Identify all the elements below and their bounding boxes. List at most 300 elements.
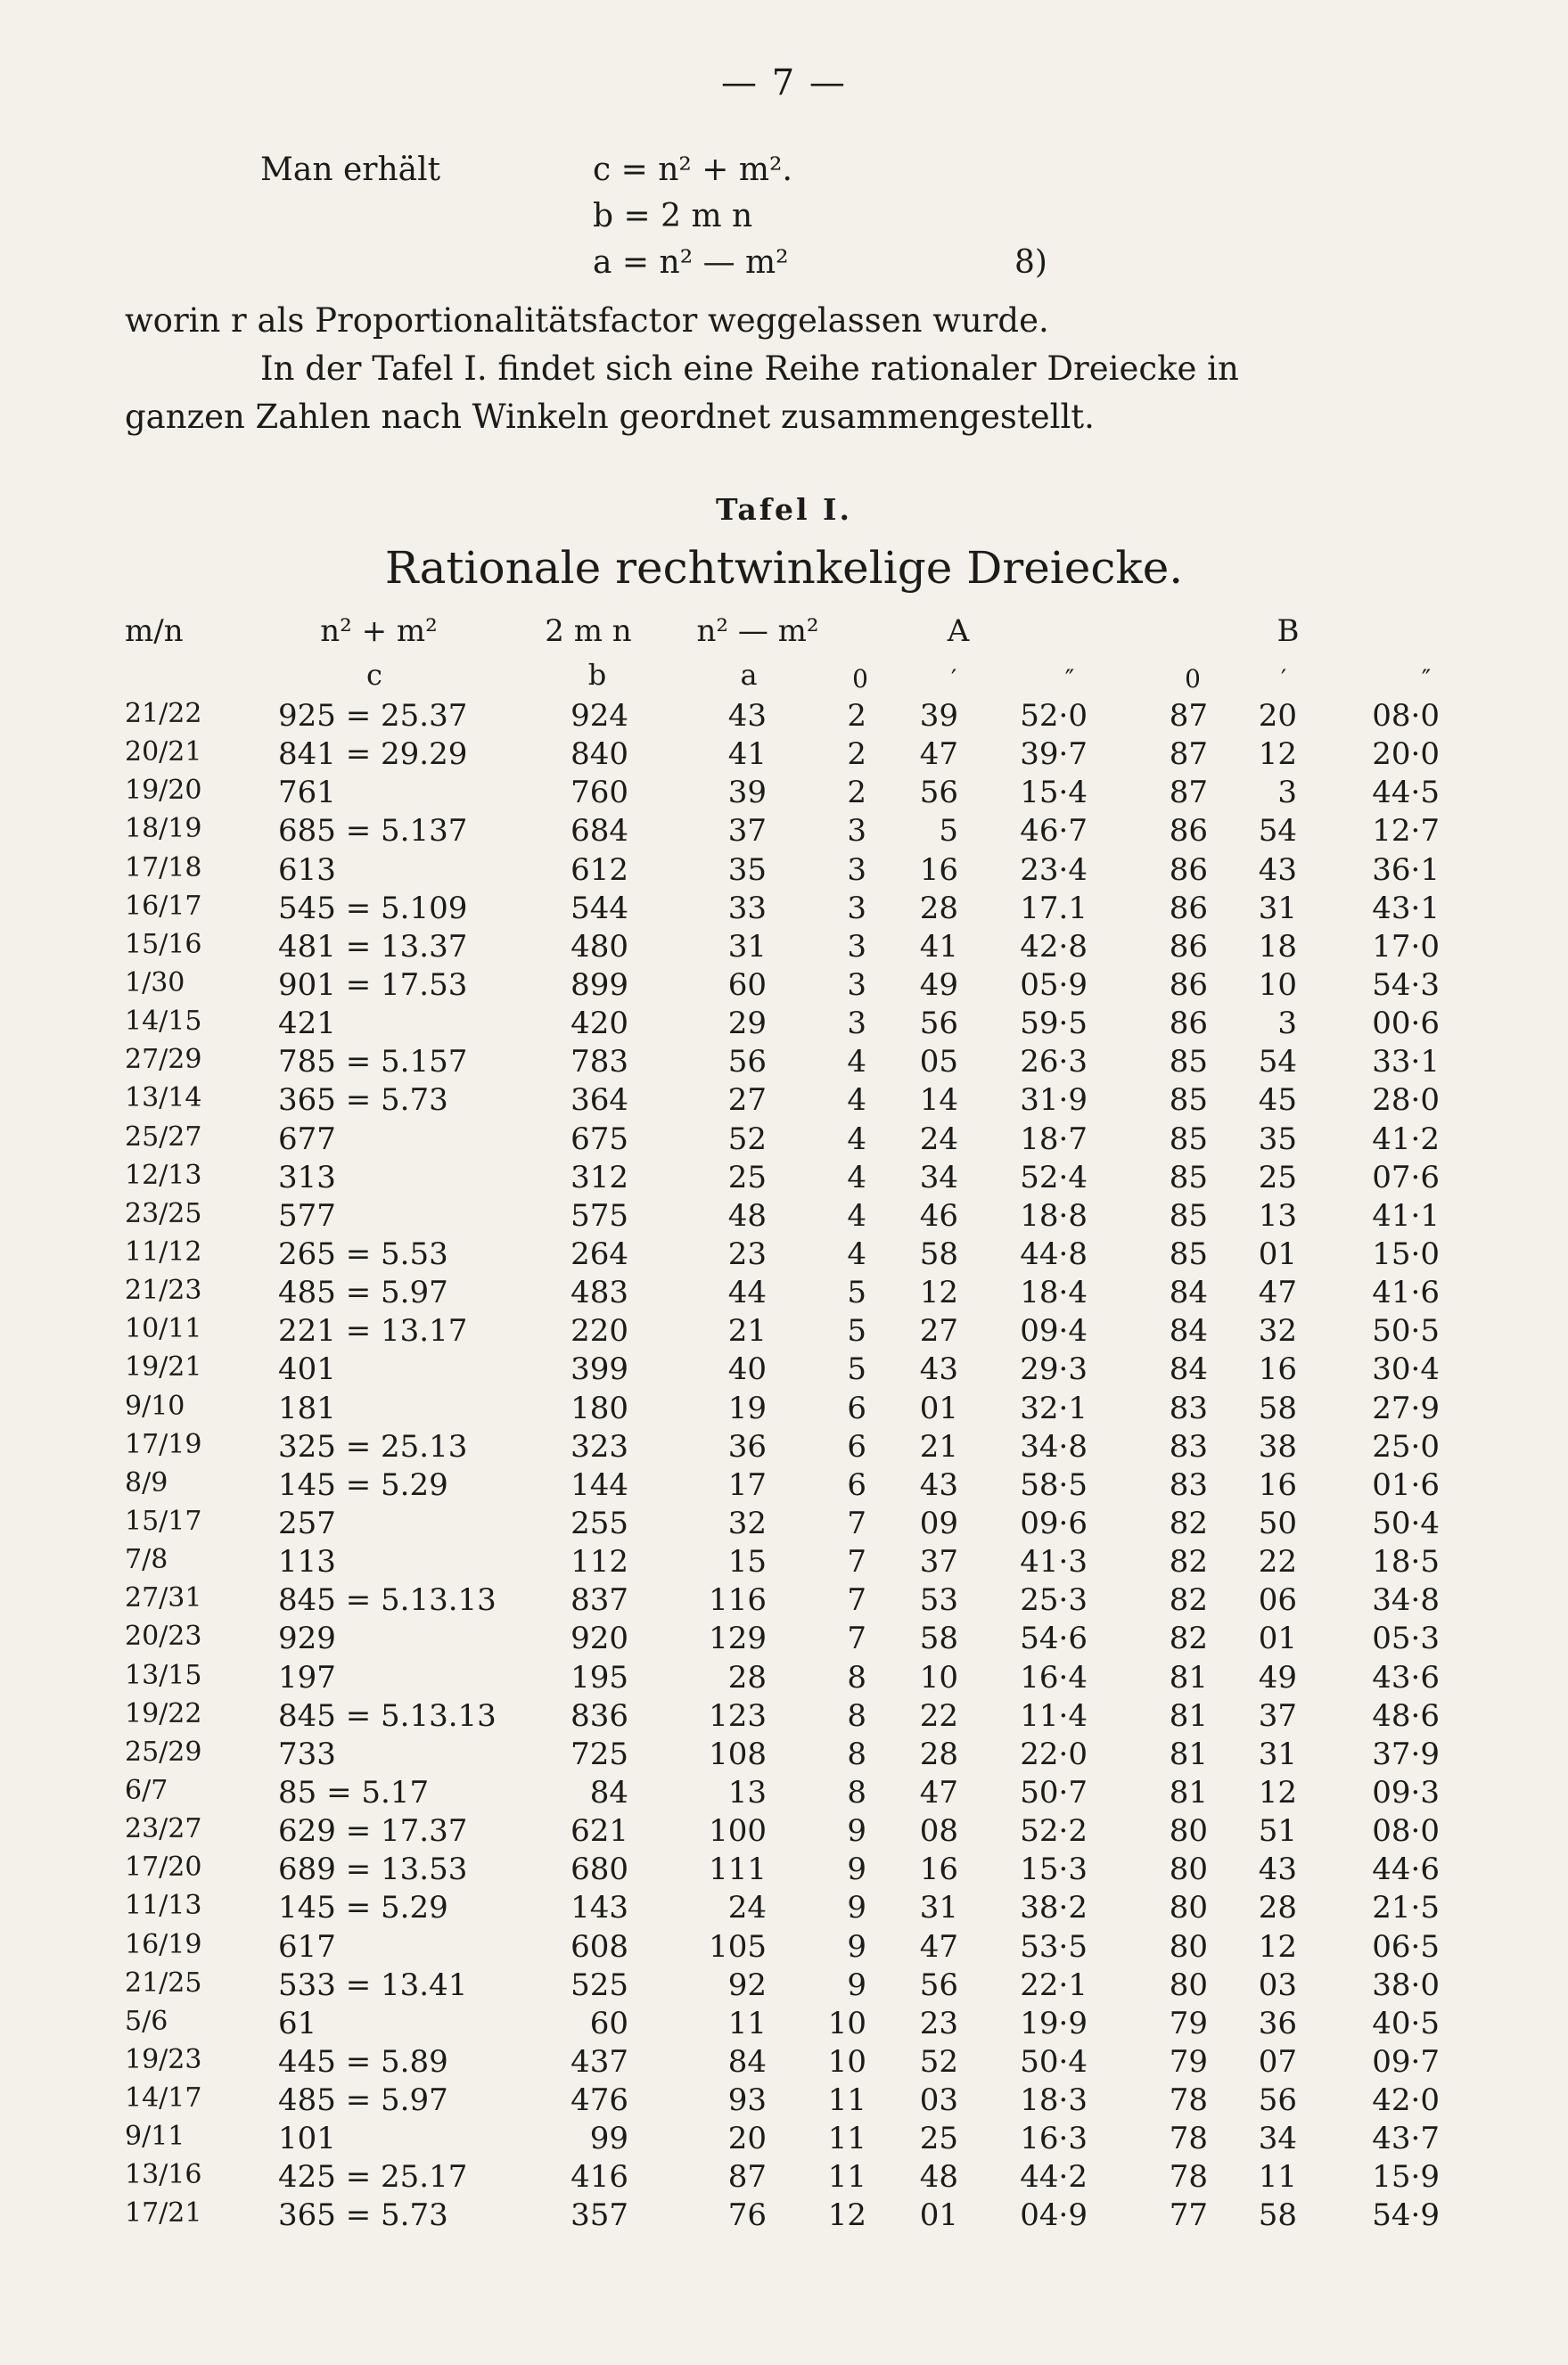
A-seconds-cell: 52·4 [1020,1159,1088,1195]
table-row [0,852,1568,891]
c-cell: 845 = 5.13.13 [278,1582,497,1619]
A-seconds-cell: 52·2 [1020,1813,1088,1850]
B-minutes-cell: 12 [1258,1774,1297,1811]
b-cell: 899 [571,966,628,1003]
B-degrees-cell: 82 [1169,1582,1208,1619]
B-degrees-cell: 84 [1169,1351,1208,1388]
b-cell: 143 [571,1890,628,1926]
ratio-cell: 12/13 [125,1159,202,1191]
A-degrees-cell: 5 [847,1351,866,1388]
b-cell: 783 [571,1044,628,1080]
b-cell: 760 [571,775,628,811]
B-degrees-cell: 86 [1169,1006,1208,1042]
A-seconds-cell: 50·7 [1020,1774,1088,1811]
B-minutes-cell: 58 [1258,1390,1297,1426]
B-minutes-cell: 12 [1258,1928,1297,1965]
ratio-cell: 6/7 [125,1774,168,1806]
unit-B-second: ″ [1421,664,1432,694]
B-seconds-cell: 37·9 [1372,1736,1440,1772]
B-seconds-cell: 40·5 [1372,2005,1440,2041]
B-degrees-cell: 86 [1169,813,1208,850]
A-degrees-cell: 3 [847,813,866,850]
a-cell: 36 [727,1428,767,1465]
a-cell: 11 [727,2005,767,2041]
subheader-c: c [366,658,382,692]
b-cell: 675 [571,1121,628,1157]
A-degrees-cell: 9 [847,1928,866,1965]
c-cell: 221 = 13.17 [278,1313,468,1350]
B-degrees-cell: 85 [1169,1121,1208,1157]
table-row [0,1236,1568,1275]
B-seconds-cell: 33·1 [1372,1044,1440,1080]
A-seconds-cell: 59·5 [1020,1006,1088,1042]
ratio-cell: 17/19 [125,1428,202,1460]
B-minutes-cell: 25 [1258,1159,1297,1195]
a-cell: 31 [727,928,767,965]
a-cell: 13 [727,1774,767,1811]
c-cell: 145 = 5.29 [278,1890,448,1926]
c-cell: 61 [278,2005,317,2041]
A-seconds-cell: 31·9 [1020,1082,1088,1119]
b-cell: 621 [571,1813,628,1850]
A-degrees-cell: 11 [827,2082,866,2119]
A-seconds-cell: 19·9 [1020,2005,1088,2041]
A-minutes-cell: 10 [919,1659,958,1696]
B-minutes-cell: 12 [1258,736,1297,773]
c-cell: 365 = 5.73 [278,1082,448,1119]
b-cell: 323 [571,1428,628,1465]
table-row [0,891,1568,929]
B-minutes-cell: 32 [1258,1313,1297,1350]
A-seconds-cell: 18·4 [1020,1275,1088,1311]
a-cell: 84 [727,2043,767,2080]
A-minutes-cell: 05 [919,1044,958,1080]
table-row [0,1506,1568,1544]
ratio-cell: 17/18 [125,851,202,883]
ratio-cell: 9/10 [125,1390,185,1422]
A-minutes-cell: 16 [919,851,958,888]
table-row [0,1775,1568,1813]
B-minutes-cell: 18 [1258,928,1297,965]
A-seconds-cell: 05·9 [1020,966,1088,1003]
a-cell: 17 [727,1466,767,1503]
B-minutes-cell: 28 [1258,1890,1297,1926]
a-cell: 35 [727,851,767,888]
ratio-cell: 15/17 [125,1505,202,1537]
B-seconds-cell: 50·5 [1372,1313,1440,1350]
A-degrees-cell: 9 [847,1890,866,1926]
b-cell: 836 [571,1697,628,1734]
ratio-cell: 19/22 [125,1697,202,1729]
a-cell: 37 [727,813,767,850]
b-cell: 112 [571,1544,628,1581]
b-cell: 544 [571,890,628,926]
B-minutes-cell: 31 [1258,1736,1297,1772]
B-minutes-cell: 45 [1258,1082,1297,1119]
B-seconds-cell: 43·1 [1372,890,1440,926]
a-cell: 48 [727,1197,767,1234]
a-cell: 44 [727,1275,767,1311]
B-seconds-cell: 28·0 [1372,1082,1440,1119]
table-row [0,775,1568,813]
ratio-cell: 27/31 [125,1582,202,1614]
B-degrees-cell: 81 [1169,1659,1208,1696]
A-degrees-cell: 8 [847,1697,866,1734]
A-minutes-cell: 53 [919,1582,958,1619]
ratio-cell: 14/15 [125,1006,202,1038]
table-row [0,1467,1568,1506]
ratio-cell: 7/8 [125,1544,168,1576]
A-minutes-cell: 16 [919,1852,958,1888]
a-cell: 111 [709,1852,767,1888]
header-b: 2 m n [545,613,632,649]
a-cell: 92 [727,1967,767,2003]
B-seconds-cell: 41·2 [1372,1121,1440,1157]
formula-intro: Man erhält [260,152,441,188]
B-seconds-cell: 48·6 [1372,1697,1440,1734]
formula-a: a = n² — m² [593,244,789,281]
c-cell: 445 = 5.89 [278,2043,448,2080]
B-minutes-cell: 10 [1258,966,1297,1003]
B-minutes-cell: 43 [1258,1852,1297,1888]
ratio-cell: 21/23 [125,1275,202,1307]
A-minutes-cell: 52 [919,2043,958,2080]
c-cell: 197 [278,1659,336,1696]
A-seconds-cell: 44·8 [1020,1236,1088,1272]
A-seconds-cell: 11·4 [1020,1697,1088,1734]
A-minutes-cell: 56 [919,1006,958,1042]
c-cell: 425 = 25.17 [278,2159,468,2196]
B-degrees-cell: 82 [1169,1505,1208,1541]
B-minutes-cell: 16 [1258,1466,1297,1503]
A-degrees-cell: 2 [847,775,866,811]
table-row [0,698,1568,736]
A-seconds-cell: 52·0 [1020,698,1088,734]
A-seconds-cell: 46·7 [1020,813,1088,850]
B-seconds-cell: 15·0 [1372,1236,1440,1272]
ratio-cell: 19/21 [125,1351,202,1384]
A-degrees-cell: 9 [847,1813,866,1850]
b-cell: 608 [571,1928,628,1965]
ratio-cell: 11/13 [125,1890,202,1922]
b-cell: 420 [571,1006,628,1042]
A-degrees-cell: 12 [827,2197,866,2234]
A-minutes-cell: 58 [919,1621,958,1657]
A-minutes-cell: 01 [919,1390,958,1426]
a-cell: 43 [727,698,767,734]
c-cell: 257 [278,1505,336,1541]
b-cell: 480 [571,928,628,965]
c-cell: 689 = 13.53 [278,1852,468,1888]
c-cell: 481 = 13.37 [278,928,468,965]
unit-A-minute: ′ [950,664,957,694]
a-cell: 116 [709,1582,767,1619]
A-minutes-cell: 01 [919,2197,958,2234]
B-minutes-cell: 35 [1258,1121,1297,1157]
c-cell: 929 [278,1621,336,1657]
B-seconds-cell: 05·3 [1372,1621,1440,1657]
table-row [0,1852,1568,1890]
b-cell: 264 [571,1236,628,1272]
A-minutes-cell: 12 [919,1275,958,1311]
table-row [0,2159,1568,2197]
unit-A-second: ″ [1064,664,1075,694]
A-degrees-cell: 4 [847,1197,866,1234]
table-row [0,929,1568,967]
A-degrees-cell: 9 [847,1852,866,1888]
A-minutes-cell: 49 [919,966,958,1003]
B-seconds-cell: 41·6 [1372,1275,1440,1311]
table-row [0,1044,1568,1082]
header-a: n² — m² [696,613,819,649]
b-cell: 525 [571,1967,628,2003]
B-degrees-cell: 85 [1169,1197,1208,1234]
B-minutes-cell: 31 [1258,890,1297,926]
B-minutes-cell: 37 [1258,1697,1297,1734]
A-degrees-cell: 7 [847,1544,866,1581]
b-cell: 612 [571,851,628,888]
B-seconds-cell: 12·7 [1372,813,1440,850]
table-row [0,1737,1568,1775]
B-minutes-cell: 49 [1258,1659,1297,1696]
a-cell: 40 [727,1351,767,1388]
c-cell: 841 = 29.29 [278,736,468,773]
A-degrees-cell: 3 [847,928,866,965]
header-c: n² + m² [320,613,438,649]
A-seconds-cell: 15·3 [1020,1852,1088,1888]
A-seconds-cell: 17.1 [1020,890,1088,926]
table-row [0,2197,1568,2236]
B-minutes-cell: 54 [1258,813,1297,850]
table-row [0,1929,1568,1967]
B-degrees-cell: 85 [1169,1159,1208,1195]
table-row [0,1391,1568,1429]
A-degrees-cell: 2 [847,736,866,773]
c-cell: 613 [278,851,336,888]
A-minutes-cell: 43 [919,1466,958,1503]
ratio-cell: 21/25 [125,1967,202,1999]
b-cell: 437 [571,2043,628,2080]
A-degrees-cell: 4 [847,1121,866,1157]
c-cell: 629 = 17.37 [278,1813,468,1850]
a-cell: 123 [709,1697,767,1734]
B-degrees-cell: 86 [1169,851,1208,888]
A-degrees-cell: 2 [847,698,866,734]
A-degrees-cell: 10 [827,2043,866,2080]
B-seconds-cell: 41·1 [1372,1197,1440,1234]
A-degrees-cell: 7 [847,1621,866,1657]
c-cell: 845 = 5.13.13 [278,1697,497,1734]
A-degrees-cell: 5 [847,1275,866,1311]
B-seconds-cell: 54·3 [1372,966,1440,1003]
A-seconds-cell: 53·5 [1020,1928,1088,1965]
B-seconds-cell: 34·8 [1372,1582,1440,1619]
a-cell: 56 [727,1044,767,1080]
B-minutes-cell: 11 [1258,2159,1297,2196]
formula-b: b = 2 m n [593,198,753,234]
b-cell: 220 [571,1313,628,1350]
a-cell: 32 [727,1505,767,1541]
A-degrees-cell: 11 [827,2121,866,2157]
A-minutes-cell: 23 [919,2005,958,2041]
formula-number: 8) [1014,244,1047,281]
ratio-cell: 18/19 [125,813,202,845]
table-row [0,1582,1568,1621]
A-minutes-cell: 08 [919,1813,958,1850]
B-seconds-cell: 18·5 [1372,1544,1440,1581]
B-degrees-cell: 80 [1169,1813,1208,1850]
a-cell: 24 [727,1890,767,1926]
A-minutes-cell: 48 [919,2159,958,2196]
A-seconds-cell: 18·3 [1020,2082,1088,2119]
A-seconds-cell: 09·4 [1020,1313,1088,1350]
ratio-cell: 16/19 [125,1928,202,1960]
ratio-cell: 13/15 [125,1659,202,1691]
subheader-a: a [740,658,758,692]
B-seconds-cell: 54·9 [1372,2197,1440,2234]
B-minutes-cell: 13 [1258,1197,1297,1234]
a-cell: 23 [727,1236,767,1272]
a-cell: 25 [727,1159,767,1195]
B-seconds-cell: 44·5 [1372,775,1440,811]
b-cell: 476 [571,2082,628,2119]
b-cell: 84 [589,1774,628,1811]
a-cell: 20 [727,2121,767,2157]
B-degrees-cell: 80 [1169,1967,1208,2003]
B-minutes-cell: 50 [1258,1505,1297,1541]
table-row [0,2006,1568,2044]
a-cell: 33 [727,890,767,926]
c-cell: 685 = 5.137 [278,813,468,850]
B-seconds-cell: 06·5 [1372,1928,1440,1965]
formula-c: c = n² + m². [593,152,792,188]
c-cell: 365 = 5.73 [278,2197,448,2234]
A-minutes-cell: 24 [919,1121,958,1157]
A-seconds-cell: 04·9 [1020,2197,1088,2234]
b-cell: 837 [571,1582,628,1619]
table-row [0,1967,1568,2006]
B-seconds-cell: 50·4 [1372,1505,1440,1541]
A-seconds-cell: 18·8 [1020,1197,1088,1234]
table-row [0,1429,1568,1467]
B-degrees-cell: 84 [1169,1275,1208,1311]
B-seconds-cell: 08·0 [1372,1813,1440,1850]
ratio-cell: 13/16 [125,2159,202,2191]
ratio-cell: 5/6 [125,2005,168,2037]
A-seconds-cell: 32·1 [1020,1390,1088,1426]
B-seconds-cell: 30·4 [1372,1351,1440,1388]
table-row [0,1621,1568,1659]
A-seconds-cell: 18·7 [1020,1121,1088,1157]
A-minutes-cell: 47 [919,736,958,773]
A-minutes-cell: 28 [919,890,958,926]
b-cell: 575 [571,1197,628,1234]
a-cell: 21 [727,1313,767,1350]
A-minutes-cell: 46 [919,1197,958,1234]
B-degrees-cell: 86 [1169,928,1208,965]
c-cell: 265 = 5.53 [278,1236,448,1272]
a-cell: 100 [709,1813,767,1850]
table-label: Tafel I. [716,492,852,527]
subheader-b: b [587,658,607,692]
A-degrees-cell: 4 [847,1159,866,1195]
b-cell: 357 [571,2197,628,2234]
b-cell: 483 [571,1275,628,1311]
table-row [0,1160,1568,1198]
A-degrees-cell: 6 [847,1390,866,1426]
ratio-cell: 10/11 [125,1313,202,1345]
A-degrees-cell: 7 [847,1505,866,1541]
B-degrees-cell: 78 [1169,2159,1208,2196]
B-minutes-cell: 22 [1258,1544,1297,1581]
A-seconds-cell: 44·2 [1020,2159,1088,2196]
b-cell: 924 [571,698,628,734]
A-degrees-cell: 3 [847,890,866,926]
b-cell: 312 [571,1159,628,1195]
B-minutes-cell: 54 [1258,1044,1297,1080]
A-seconds-cell: 23·4 [1020,851,1088,888]
a-cell: 28 [727,1659,767,1696]
A-degrees-cell: 9 [847,1967,866,2003]
A-degrees-cell: 7 [847,1582,866,1619]
b-cell: 99 [589,2121,628,2157]
ratio-cell: 17/21 [125,2197,202,2230]
A-degrees-cell: 4 [847,1236,866,1272]
c-cell: 545 = 5.109 [278,890,468,926]
A-seconds-cell: 09·6 [1020,1505,1088,1541]
B-minutes-cell: 20 [1258,698,1297,734]
B-seconds-cell: 27·9 [1372,1390,1440,1426]
table-row [0,1813,1568,1852]
B-minutes-cell: 47 [1258,1275,1297,1311]
A-seconds-cell: 29·3 [1020,1351,1088,1388]
A-seconds-cell: 16·3 [1020,2121,1088,2157]
table-row [0,1121,1568,1160]
B-seconds-cell: 42·0 [1372,2082,1440,2119]
B-degrees-cell: 87 [1169,698,1208,734]
c-cell: 145 = 5.29 [278,1466,448,1503]
table-row [0,1275,1568,1313]
A-seconds-cell: 38·2 [1020,1890,1088,1926]
A-seconds-cell: 16·4 [1020,1659,1088,1696]
A-minutes-cell: 14 [919,1082,958,1119]
A-minutes-cell: 47 [919,1774,958,1811]
B-minutes-cell: 36 [1258,2005,1297,2041]
paragraph-line: ganzen Zahlen nach Winkeln geordnet zusammengestellt. [125,398,1095,436]
c-cell: 101 [278,2121,336,2157]
B-degrees-cell: 79 [1169,2043,1208,2080]
A-degrees-cell: 8 [847,1736,866,1772]
ratio-cell: 20/23 [125,1621,202,1653]
c-cell: 785 = 5.157 [278,1044,468,1080]
table-row [0,1313,1568,1351]
B-degrees-cell: 78 [1169,2082,1208,2119]
a-cell: 29 [727,1006,767,1042]
B-minutes-cell: 43 [1258,851,1297,888]
B-seconds-cell: 01·6 [1372,1466,1440,1503]
table-row [0,1198,1568,1236]
B-degrees-cell: 82 [1169,1621,1208,1657]
table-row [0,813,1568,851]
b-cell: 255 [571,1505,628,1541]
A-minutes-cell: 56 [919,775,958,811]
A-seconds-cell: 15·4 [1020,775,1088,811]
table-title: Rationale rechtwinkelige Dreiecke. [384,542,1184,594]
A-seconds-cell: 34·8 [1020,1428,1088,1465]
ratio-cell: 19/23 [125,2043,202,2075]
B-minutes-cell: 58 [1258,2197,1297,2234]
A-degrees-cell: 10 [827,2005,866,2041]
